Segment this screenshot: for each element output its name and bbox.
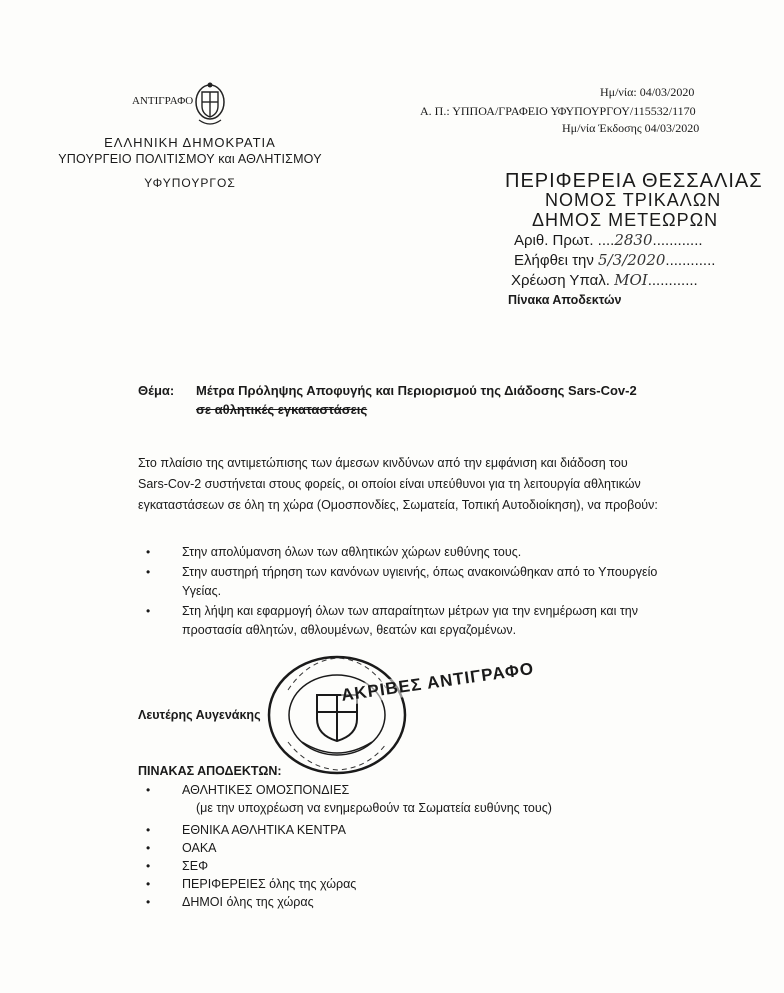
protocol-label: Αριθ. Πρωτ. ....	[514, 232, 615, 249]
received-label: Ελήφθει την	[514, 252, 599, 269]
bullet-icon: •	[146, 877, 151, 891]
receipt-received-line	[514, 251, 715, 269]
certified-copy-stamp: ΑΚΡΙΒΕΣ ΑΝΤΙΓΡΑΦΟ	[340, 658, 536, 705]
assigned-label: Χρέωση Υπαλ.	[511, 272, 615, 289]
ministry-office: ΥΦΥΠΟΥΡΓΟΣ	[144, 176, 236, 190]
assigned-dots: ............	[647, 272, 698, 289]
receipt-municipality: ΔΗΜΟΣ ΜΕΤΕΩΡΩΝ	[532, 210, 719, 230]
coat-of-arms-icon	[193, 80, 227, 130]
bullet-icon: •	[146, 565, 151, 579]
list-item: • ΔΗΜΟΙ όλης της χώρας	[146, 895, 314, 909]
list-item: • Στην απολύμανση όλων των αθλητικών χώρων ευθύνης τους.	[146, 543, 666, 562]
received-handwritten: 5/3/2020	[598, 251, 666, 269]
bullet-icon: •	[146, 895, 151, 909]
subject-line-2: σε αθλητικές εγκαταστάσεις	[196, 402, 368, 417]
receipt-assigned-line	[511, 271, 698, 289]
issue-date: Ημ/νία Έκδοσης 04/03/2020	[562, 121, 700, 135]
list-item: • ΟΑΚΑ	[146, 841, 217, 855]
bullet-icon: •	[146, 783, 151, 797]
assigned-handwritten: ΜΟΙ	[614, 271, 648, 289]
subject-label: Θέμα:	[138, 383, 175, 398]
bullet-icon: •	[146, 841, 151, 855]
receipt-protocol-line	[514, 231, 703, 249]
recipients-reference: Πίνακα Αποδεκτών	[508, 293, 622, 307]
bullet-icon: •	[146, 823, 151, 837]
copy-stamp-label: ΑΝΤΙΓΡΑΦΟ	[132, 95, 194, 107]
protocol-dots: ............	[652, 232, 703, 249]
distribution-list	[146, 781, 666, 911]
bullet-icon: •	[146, 604, 151, 618]
document-date: Ημ/νία: 04/03/2020	[600, 85, 695, 99]
receipt-region: ΠΕΡΙΦΕΡΕΙΑ ΘΕΣΣΑΛΙΑΣ	[505, 170, 763, 192]
distribution-note: (με την υποχρέωση να ενημερωθούν τα Σωματεία ευθύνης τους)	[196, 801, 552, 815]
list-item: • ΣΕΦ	[146, 859, 209, 873]
official-seal-icon	[262, 650, 412, 780]
distribution-title: ΠΙΝΑΚΑΣ ΑΠΟΔΕΚΤΩΝ:	[138, 764, 282, 778]
list-item: • Στη λήψη και εφαρμογή όλων των απαραίτητων μέτρων για την ενημέρωση και την προστασία αθλητών, αθλουμένων, θεατών και εργαζομένων.	[146, 604, 639, 637]
measures-list	[146, 543, 666, 641]
ministry-name: ΥΠΟΥΡΓΕΙΟ ΠΟΛΙΤΙΣΜΟΥ και ΑΘΛΗΤΙΣΜΟΥ	[58, 152, 322, 166]
list-item: • Στην αυστηρή τήρηση των κανόνων υγιεινής, όπως ανακοινώθηκαν από το Υπουργείο Υγείας.	[146, 565, 658, 598]
signatory-name: Λευτέρης Αυγενάκης	[138, 708, 261, 722]
protocol-number: Α. Π.: ΥΠΠΟΑ/ΓΡΑΦΕΙΟ ΥΦΥΠΟΥΡΓΟΥ/115532/1170	[420, 104, 696, 118]
receipt-prefecture: ΝΟΜΟΣ ΤΡΙΚΑΛΩΝ	[545, 190, 722, 210]
protocol-handwritten: 2830	[614, 231, 653, 249]
ministry-country: ΕΛΛΗΝΙΚΗ ΔΗΜΟΚΡΑΤΙΑ	[104, 135, 276, 150]
list-item: • ΕΘΝΙΚΑ ΑΘΛΗΤΙΚΑ ΚΕΝΤΡΑ	[146, 823, 346, 837]
received-dots: ............	[665, 252, 716, 269]
bullet-icon: •	[146, 545, 151, 559]
list-item: • ΠΕΡΙΦΕΡΕΙΕΣ όλης της χώρας	[146, 877, 357, 891]
list-item: • ΑΘΛΗΤΙΚΕΣ ΟΜΟΣΠΟΝΔΙΕΣ	[146, 783, 350, 797]
body-paragraph: Στο πλαίσιο της αντιμετώπισης των άμεσων κινδύνων από την εμφάνιση και διάδοση του Sars-Cov-2 συστήνεται στους φορείς, οι οποίοι είναι υπεύθυνοι για τη λειτουργία αθλητικών εγκαταστάσεων σε όλη τη χώρα (Ομοσπονδίες, Σωματεία, Τοπική Αυτοδιοίκηση), να προβούν:	[138, 456, 658, 512]
subject-line-1: Μέτρα Πρόληψης Αποφυγής και Περιορισμού της Διάδοσης Sars-Cov-2	[196, 383, 637, 398]
bullet-icon: •	[146, 859, 151, 873]
